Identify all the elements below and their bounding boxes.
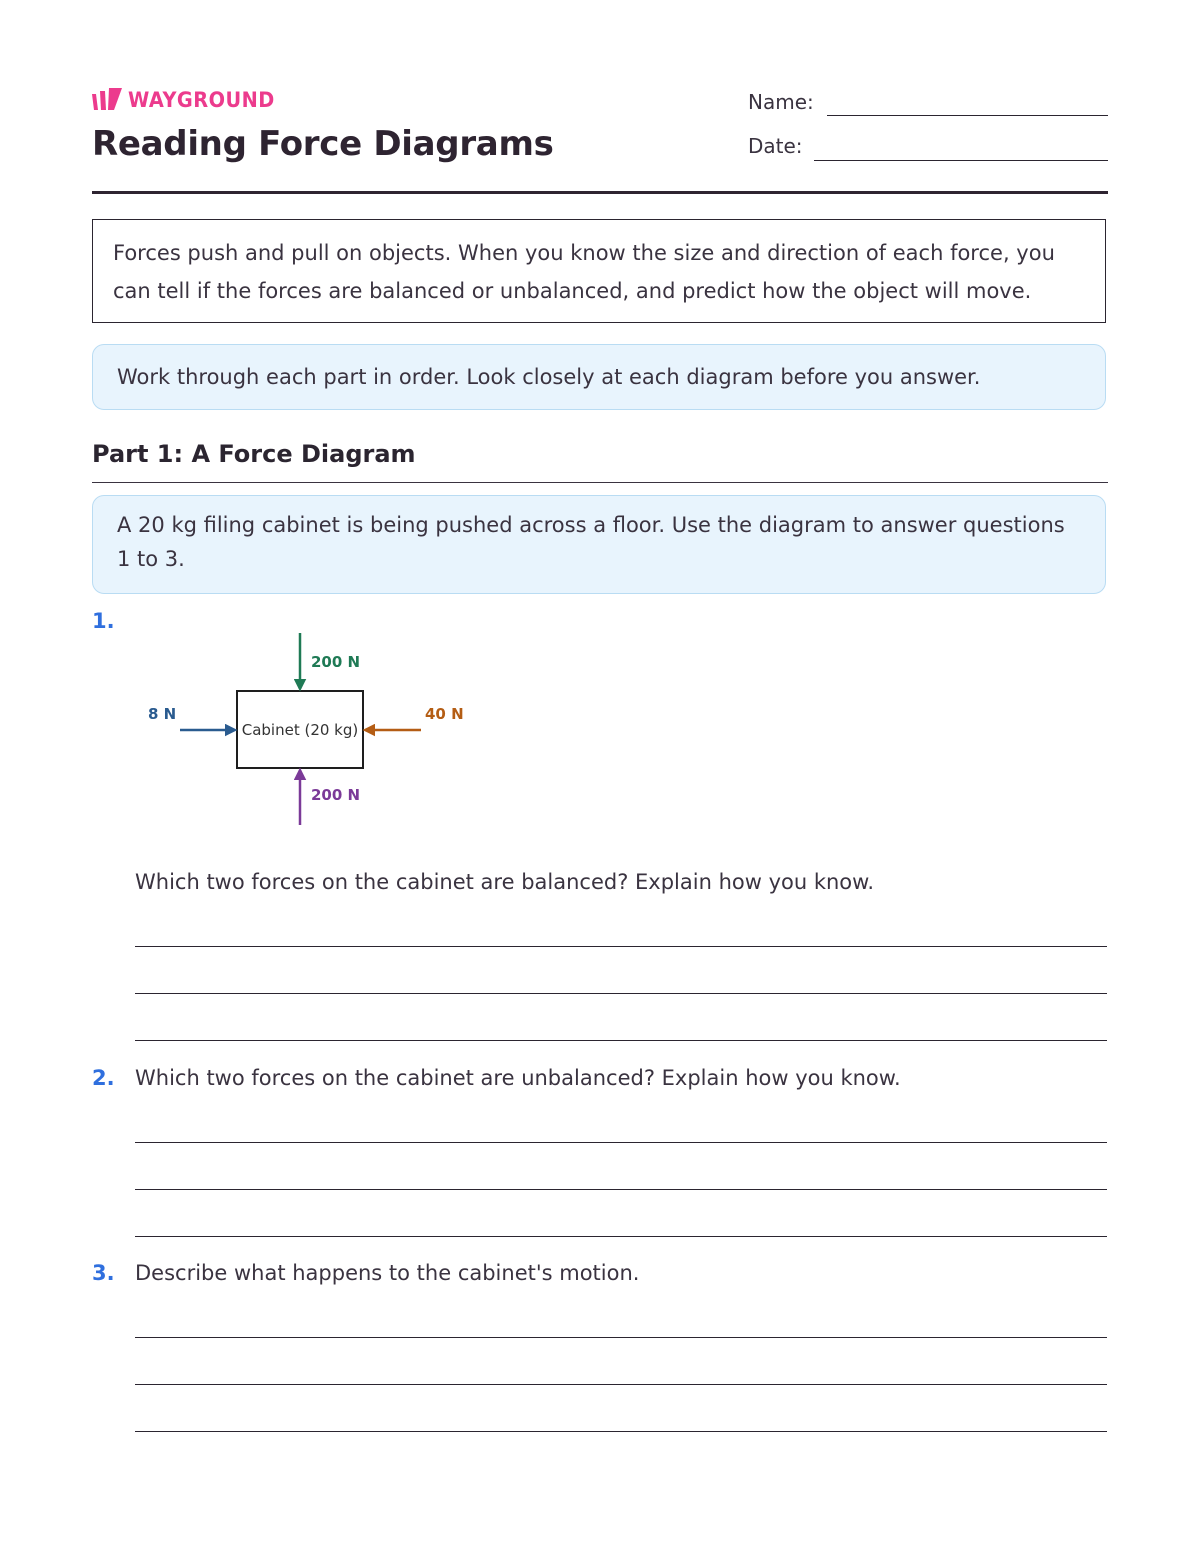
brand-logo (92, 86, 288, 114)
force-diagram (130, 625, 490, 835)
name-label: Name: (748, 90, 814, 114)
question-3-text: Describe what happens to the cabinet's motion. (135, 1261, 640, 1285)
name-field[interactable] (827, 115, 1108, 116)
answer-line[interactable] (135, 1189, 1107, 1190)
intro-text: Forces push and pull on objects. When you know the size and direction of each force, you can tell if the forces are balanced or unbalanced, and predict how the object will move. (113, 241, 1055, 303)
question-1-text: Which two forces on the cabinet are balanced? Explain how you know. (135, 870, 875, 894)
answer-line[interactable] (135, 1236, 1107, 1237)
date-field[interactable] (814, 160, 1108, 161)
question-1-number: 1. (92, 609, 115, 633)
header-divider (92, 191, 1108, 194)
answer-line[interactable] (135, 993, 1107, 994)
answer-line[interactable] (135, 1040, 1107, 1041)
scenario-text: A 20 kg filing cabinet is being pushed across a floor. Use the diagram to answer questions 1 to 3. (117, 513, 1065, 571)
wayground-logo-icon (92, 88, 122, 112)
answer-line[interactable] (135, 1142, 1107, 1143)
page-title: Reading Force Diagrams (92, 124, 554, 164)
instructions-text: Work through each part in order. Look closely at each diagram before you answer. (117, 365, 981, 389)
force-label-left: 8 N (148, 705, 177, 723)
part-1-heading: Part 1: A Force Diagram (92, 440, 416, 468)
answer-line[interactable] (135, 1384, 1107, 1385)
intro-box (92, 219, 1106, 323)
cabinet-label: Cabinet (20 kg) (241, 721, 359, 739)
force-label-right: 40 N (425, 705, 464, 723)
question-2-number: 2. (92, 1066, 115, 1090)
instructions-note (92, 344, 1106, 410)
part-1-divider (92, 482, 1108, 483)
force-label-top: 200 N (311, 653, 361, 671)
answer-line[interactable] (135, 1337, 1107, 1338)
answer-line[interactable] (135, 946, 1107, 947)
answer-line[interactable] (135, 1431, 1107, 1432)
question-3-number: 3. (92, 1261, 115, 1285)
scenario-note (92, 495, 1106, 594)
force-label-bottom: 200 N (311, 786, 361, 804)
question-2-text: Which two forces on the cabinet are unbalanced? Explain how you know. (135, 1066, 901, 1090)
brand-name: WAYGROUND (128, 88, 275, 112)
date-label: Date: (748, 134, 803, 158)
